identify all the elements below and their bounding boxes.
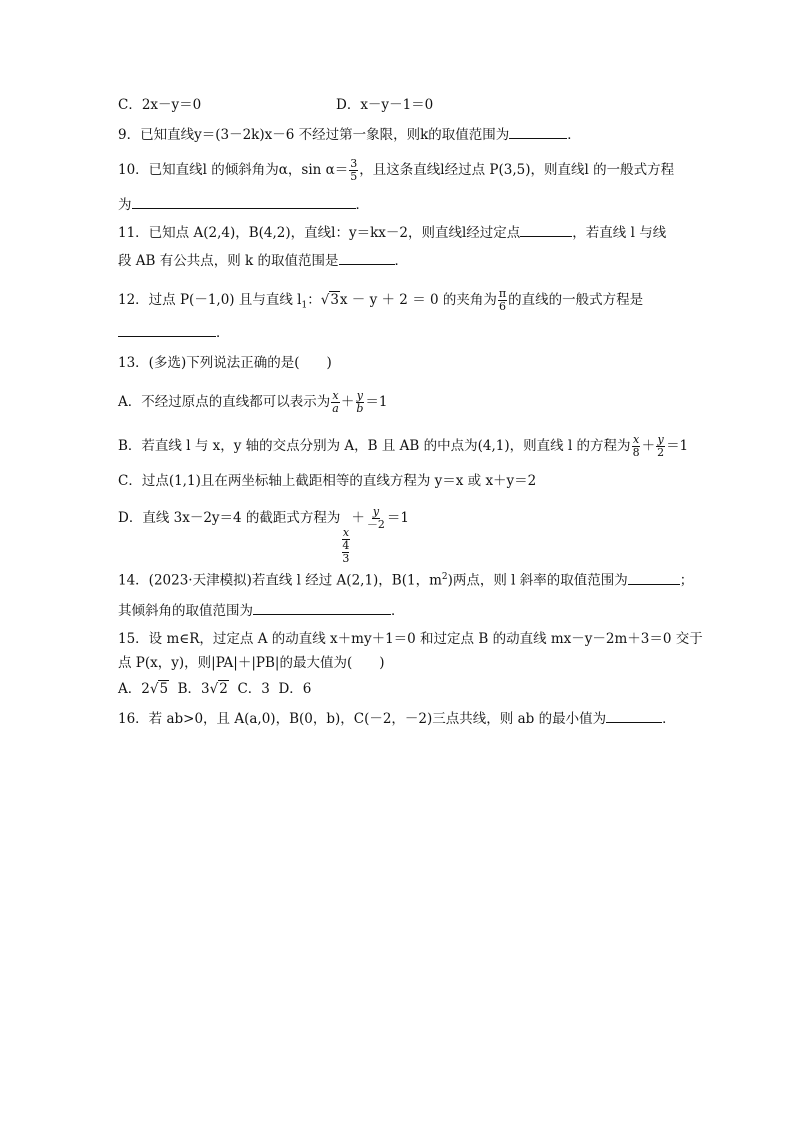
frac-num: y [657, 433, 664, 446]
q15-options [118, 680, 311, 698]
q14-semicolon: ； [679, 572, 694, 589]
q12-text-3: 的直线的一般式方程是 [508, 292, 644, 308]
question-11-line1 [118, 222, 666, 242]
fraction [632, 434, 641, 459]
frac-num: y [356, 389, 363, 402]
q12-text-2: x － y ＋ 2 ＝ 0 的夹角为 [339, 292, 497, 308]
q11-text: 11．已知点 A(2,4)，B(4,2)，直线l：y＝kx－2，则直线l经过定点 [118, 225, 521, 241]
fraction [355, 390, 364, 415]
sqrt-symbol: √3 [320, 292, 339, 308]
q13-d-text: D．直线 3x－2y＝4 的截距式方程为 [118, 510, 341, 526]
answer-blank[interactable] [520, 222, 572, 237]
question-13-stem: 13．(多选)下列说法正确的是( ) [118, 355, 332, 371]
plus: ＋ [340, 394, 355, 410]
fraction [366, 506, 386, 531]
q13-option-d [118, 506, 409, 565]
question-11-line2 [118, 250, 408, 270]
fraction [331, 390, 340, 415]
frac-num: x [332, 389, 339, 402]
sqrt-symbol: √5 [149, 681, 169, 697]
equals-one: ＝1 [666, 438, 689, 454]
q15-option-d: D．6 [278, 681, 312, 697]
fraction [341, 527, 350, 565]
q15-option-a: A．2 [118, 681, 150, 697]
answer-blank[interactable] [132, 194, 356, 209]
q14-end: ． [391, 603, 405, 619]
answer-blank[interactable] [339, 250, 395, 265]
sqrt-radicand: 5 [159, 681, 169, 697]
q16-end: ． [662, 711, 676, 727]
frac-den: b [356, 402, 364, 415]
q14-text-3: 其倾斜角的取值范围为 [118, 603, 253, 619]
frac-num: 3 [350, 157, 358, 170]
frac-den: 2 [657, 446, 665, 459]
answer-blank[interactable] [606, 708, 662, 723]
plus: ＋ [351, 510, 365, 526]
q10-fraction [349, 158, 358, 183]
q9-text: 9．已知直线y＝(3－2k)x－6 不经过第一象限，则k的取值范围为 [118, 127, 510, 143]
frac-den: －2 [366, 518, 385, 531]
q15-option-c: C．3 [237, 681, 270, 697]
sqrt-symbol: √2 [209, 681, 228, 697]
answer-blank[interactable] [509, 124, 567, 139]
question-15-line1: 15．设 m∈R，过定点 A 的动直线 x＋my＋1＝0 和过定点 B 的动直线 mx－y－2m＋3＝0 交于 [118, 631, 703, 647]
q8-option-c: C．2x－y＝0 [118, 97, 202, 113]
frac-den: a [332, 402, 339, 415]
frac-num: x [342, 526, 350, 539]
q10-text-2: ，且这条直线l经过点 P(3,5)，则直线l 的一般式方程 [359, 162, 675, 178]
question-9 [118, 124, 581, 144]
nested-frac [341, 540, 350, 565]
q8-option-d: D．x－y－1＝0 [336, 97, 434, 113]
q13-option-a [118, 390, 387, 415]
q11-text-2: ，若直线 l 与线 [572, 225, 667, 241]
q14-text-2: )两点，则 l 斜率的取值范围为 [447, 572, 628, 589]
sqrt-radicand: 3 [330, 292, 339, 308]
q10-text: 10．已知直线l 的倾斜角为α，sin α＝ [118, 162, 349, 178]
q13-b-text: B．若直线 l 与 x，y 轴的交点分别为 A，B 且 AB 的中点为(4,1)，则直线 l 的方程为 [118, 438, 631, 454]
q12-end: ． [216, 325, 230, 341]
q13-option-c: C．过点(1,1)且在两坐标轴上截距相等的直线方程为 y＝x 或 x＋y＝2 [118, 473, 537, 489]
frac-num: 4 [342, 539, 350, 552]
q12-colon: ： [307, 292, 321, 308]
question-16 [118, 708, 676, 728]
question-14-line1 [118, 568, 693, 590]
sqrt-radicand: 2 [219, 681, 228, 697]
q14-text: 14．(2023·天津模拟)若直线 l 经过 A(2,1)，B(1，m [118, 572, 442, 589]
question-14-line2 [118, 600, 405, 620]
q10-end: ． [355, 197, 369, 213]
q9-end: ． [567, 127, 581, 143]
question-12-line2 [118, 322, 230, 342]
q11-text-3: 段 AB 有公共点，则 k 的取值范围是 [118, 253, 339, 269]
q12-fraction [498, 288, 507, 313]
answer-blank[interactable] [253, 600, 391, 615]
q16-text: 16．若 ab>0，且 A(a,0)，B(0，b)，C(－2，－2)三点共线，则 ab 的最小值为 [118, 711, 607, 727]
q11-end: ． [394, 253, 409, 269]
frac-num: y [372, 505, 380, 518]
equals-one: ＝1 [386, 510, 410, 526]
frac-den: 8 [632, 446, 640, 459]
frac-den: 5 [350, 170, 358, 183]
frac-den: 3 [342, 552, 350, 565]
question-10-line2 [118, 194, 369, 214]
question-12-line1 [118, 288, 643, 315]
answer-blank[interactable] [628, 570, 680, 585]
q12-subscript: 1 [301, 300, 308, 311]
q13-option-b [118, 434, 688, 459]
q12-text: 12．过点 P(－1,0) 且与直线 l [118, 292, 302, 308]
frac-num: π [498, 287, 507, 300]
plus: ＋ [641, 438, 656, 454]
answer-blank[interactable] [118, 322, 216, 337]
equals-one: ＝1 [365, 394, 388, 410]
frac-den: 6 [498, 300, 506, 313]
q14-superscript: 2 [441, 572, 448, 582]
frac-num: x [632, 433, 640, 446]
q8-options [118, 96, 434, 114]
q10-text-3: 为 [118, 197, 132, 213]
question-10-line1 [118, 158, 674, 183]
fraction [656, 434, 665, 459]
q15-option-b: B．3 [177, 681, 210, 697]
question-15-line2: 点 P(x，y)，则|PA|＋|PB|的最大值为( ) [118, 655, 385, 671]
q13-a-text: A．不经过原点的直线都可以表示为 [118, 394, 331, 410]
